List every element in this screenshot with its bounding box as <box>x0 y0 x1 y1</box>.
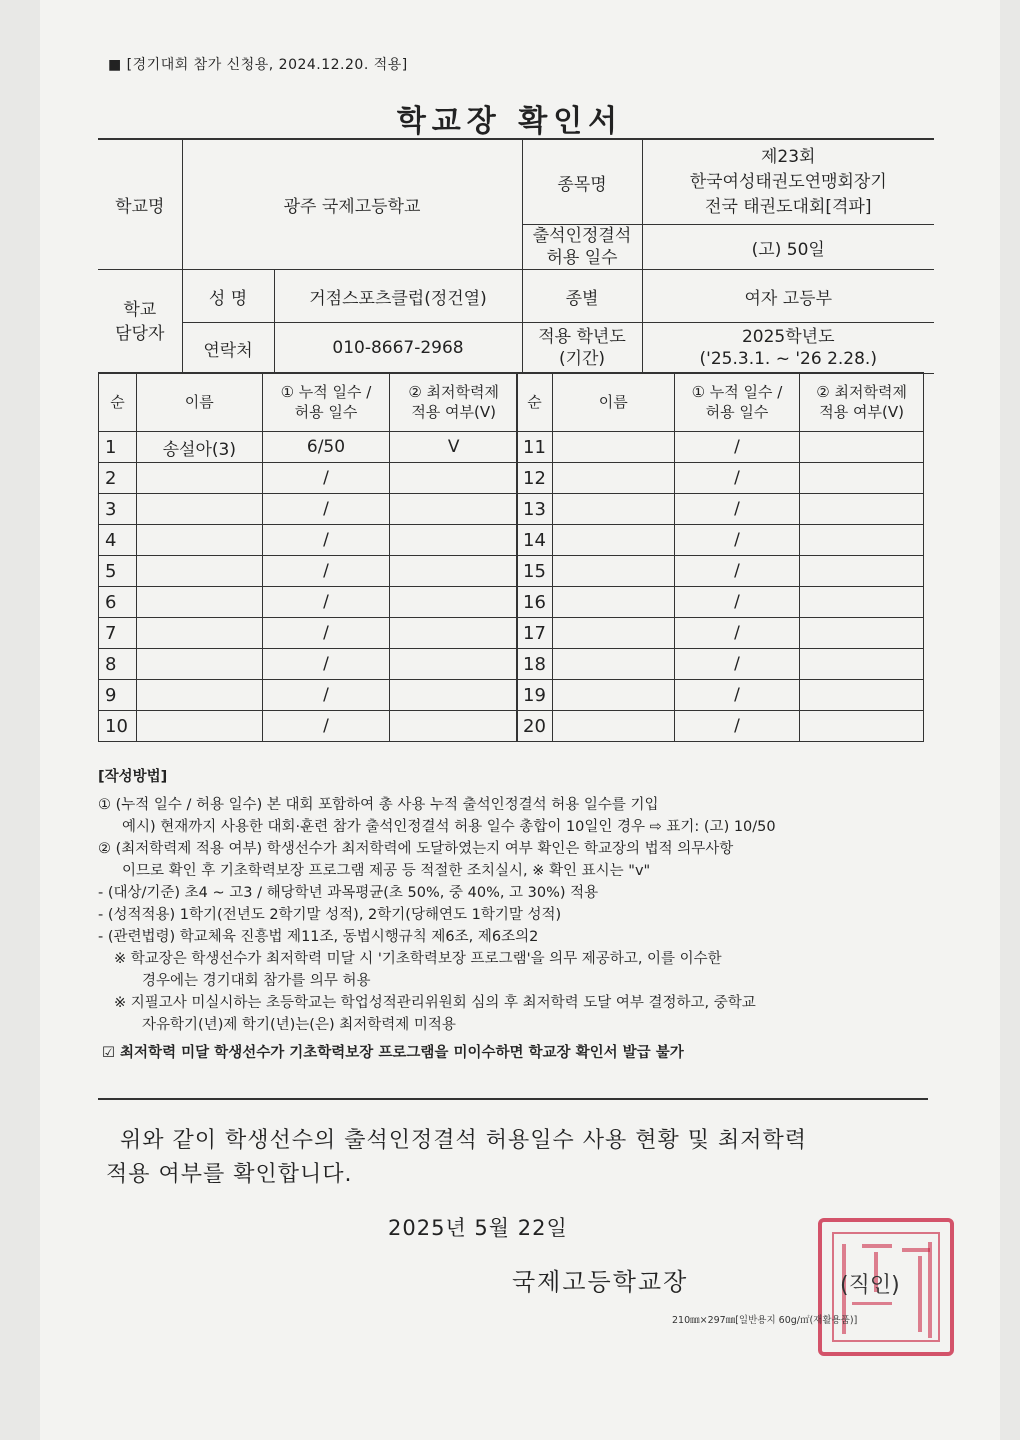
cell-no: 11 <box>517 432 553 463</box>
table-row <box>99 525 518 556</box>
cell-days: / <box>262 525 390 556</box>
instruction-line: 이므로 확인 후 기초학력보장 프로그램 제공 등 적절한 조치실시, ※ 확인 표시는 "v" <box>122 863 651 879</box>
school-value: 광주 국제고등학교 <box>182 139 522 270</box>
col-no-header: 순 <box>517 373 553 432</box>
roster-table-left <box>98 372 518 742</box>
school-label: 학교명 <box>98 139 182 270</box>
cell-name <box>136 494 262 525</box>
table-row <box>517 680 924 711</box>
table-row <box>517 618 924 649</box>
table-row <box>99 711 518 742</box>
cell-days: / <box>262 711 390 742</box>
cell-min <box>800 680 924 711</box>
cell-min <box>800 556 924 587</box>
col-min-header: ② 최저학력제 적용 여부(V) <box>390 373 518 432</box>
cell-min <box>800 649 924 680</box>
confirmation-text: 위와 같이 학생선수의 출석인정결석 허용일수 사용 현황 및 최저학력 적용 여부를 확인합니다. <box>106 1128 808 1187</box>
cell-days: / <box>262 556 390 587</box>
instruction-line: ※ 학교장은 학생선수가 최저학력 미달 시 '기초학력보장 프로그램'을 의무 제공하고, 이를 이수한 <box>114 951 722 967</box>
cell-no: 7 <box>99 618 137 649</box>
cell-name <box>552 556 674 587</box>
cell-min <box>390 494 518 525</box>
cell-days: / <box>674 494 800 525</box>
cell-days: / <box>262 680 390 711</box>
principal-title: 국제고등학교장 <box>512 1268 689 1296</box>
cell-min <box>800 525 924 556</box>
cell-no: 2 <box>99 463 137 494</box>
instruction-line: ※ 지필고사 미실시하는 초등학교는 학업성적관리위원회 심의 후 최저학력 도달 여부 결정하고, 중학교 <box>114 995 756 1011</box>
cell-no: 13 <box>517 494 553 525</box>
issue-date: 2025년 5월 22일 <box>388 1216 568 1240</box>
seal-label: (직인) <box>840 1273 900 1298</box>
cell-min <box>390 463 518 494</box>
col-days-header: ① 누적 일수 / 허용 일수 <box>674 373 800 432</box>
cell-name <box>552 711 674 742</box>
table-row <box>517 649 924 680</box>
cell-no: 4 <box>99 525 137 556</box>
cell-days: / <box>674 463 800 494</box>
cell-min <box>800 463 924 494</box>
manager-label: 학교 담당자 <box>98 270 182 374</box>
col-min-header: ② 최저학력제 적용 여부(V) <box>800 373 924 432</box>
cell-name <box>136 680 262 711</box>
document-title: 학교장 확인서 <box>396 104 624 139</box>
cell-min <box>800 494 924 525</box>
cell-days: / <box>674 649 800 680</box>
cell-no: 15 <box>517 556 553 587</box>
table-row <box>517 494 924 525</box>
table-row <box>99 494 518 525</box>
cell-min <box>800 587 924 618</box>
instruction-line: - (성적적용) 1학기(전년도 2학기말 성적), 2학기(당해연도 1학기말 성적) <box>98 907 562 923</box>
event-value: 제23회 한국여성태권도연맹회장기 전국 태권도대회[격파] <box>642 139 934 225</box>
roster-table-right <box>516 372 924 742</box>
instructions <box>98 766 928 1064</box>
table-row <box>517 587 924 618</box>
cell-min <box>800 432 924 463</box>
cell-no: 14 <box>517 525 553 556</box>
cell-days: / <box>262 618 390 649</box>
cell-no: 1 <box>99 432 137 463</box>
cell-no: 18 <box>517 649 553 680</box>
cell-name <box>552 432 674 463</box>
instruction-line: - (관련법령) 학교체육 진흥법 제11조, 동법시행규칙 제6조, 제6조의2 <box>98 929 539 945</box>
instruction-line: 예시) 현재까지 사용한 대회·훈련 참가 출석인정결석 허용 일수 총합이 10일인 경우 ⇨ 표기: (고) 10/50 <box>122 819 776 835</box>
cell-no: 19 <box>517 680 553 711</box>
cell-name <box>136 587 262 618</box>
cell-no: 16 <box>517 587 553 618</box>
cell-min <box>390 618 518 649</box>
name-label: 성 명 <box>182 270 274 323</box>
instruction-line: - (대상/기준) 초4 ~ 고3 / 해당학년 과목평균(초 50%, 중 40%, 고 30%) 적용 <box>98 885 599 901</box>
cell-min: V <box>390 432 518 463</box>
cell-no: 6 <box>99 587 137 618</box>
cell-name <box>136 463 262 494</box>
cell-min <box>390 649 518 680</box>
cell-days: / <box>674 587 800 618</box>
col-name-header: 이름 <box>136 373 262 432</box>
allowed-days-value: (고) 50일 <box>642 225 934 270</box>
instruction-notice: ☑ 최저학력 미달 학생선수가 기초학력보장 프로그램을 미이수하면 학교장 확인서 발급 불가 <box>102 1045 684 1061</box>
year-value: 2025학년도 ('25.3.1. ~ '26 2.28.) <box>642 323 934 374</box>
col-no-header: 순 <box>99 373 137 432</box>
cell-no: 20 <box>517 711 553 742</box>
col-name-header: 이름 <box>552 373 674 432</box>
cell-days: / <box>674 556 800 587</box>
table-row <box>517 463 924 494</box>
cell-name <box>136 556 262 587</box>
cell-days: / <box>674 432 800 463</box>
instruction-line: ① (누적 일수 / 허용 일수) 본 대회 포함하여 총 사용 누적 출석인정결석 허용 일수를 기입 <box>98 797 659 813</box>
col-days-header: ① 누적 일수 / 허용 일수 <box>262 373 390 432</box>
table-row <box>517 432 924 463</box>
division-value: 여자 고등부 <box>642 270 934 323</box>
table-row <box>99 649 518 680</box>
table-row <box>99 587 518 618</box>
table-row <box>99 618 518 649</box>
cell-days: / <box>262 649 390 680</box>
cell-no: 9 <box>99 680 137 711</box>
cell-name <box>552 649 674 680</box>
cell-no: 5 <box>99 556 137 587</box>
cell-min <box>800 618 924 649</box>
cell-name <box>552 463 674 494</box>
table-row <box>99 556 518 587</box>
cell-no: 8 <box>99 649 137 680</box>
cell-days: / <box>262 463 390 494</box>
cell-days: / <box>674 680 800 711</box>
cell-days: / <box>262 587 390 618</box>
cell-days: / <box>674 618 800 649</box>
cell-name <box>136 711 262 742</box>
header-note: ■ [경기대회 참가 신청용, 2024.12.20. 적용] <box>108 57 408 73</box>
divider <box>98 1098 928 1100</box>
cell-no: 12 <box>517 463 553 494</box>
table-row <box>517 556 924 587</box>
cell-days: / <box>674 525 800 556</box>
cell-no: 10 <box>99 711 137 742</box>
instruction-line: 경우에는 경기대회 참가를 의무 허용 <box>142 973 371 989</box>
table-row <box>99 680 518 711</box>
table-row <box>517 711 924 742</box>
cell-name: 송설아(3) <box>136 432 262 463</box>
cell-name <box>552 587 674 618</box>
cell-min <box>390 556 518 587</box>
table-row <box>99 432 518 463</box>
cell-days: 6/50 <box>262 432 390 463</box>
table-row <box>99 463 518 494</box>
contact-label: 연락처 <box>182 323 274 374</box>
cell-min <box>390 587 518 618</box>
instruction-line: ② (최저학력제 적용 여부) 학생선수가 최저학력에 도달하였는지 여부 확인은 학교장의 법적 의무사항 <box>98 841 734 857</box>
cell-name <box>136 618 262 649</box>
table-row <box>517 525 924 556</box>
cell-name <box>552 618 674 649</box>
info-table <box>98 138 934 374</box>
cell-min <box>390 680 518 711</box>
cell-min <box>390 525 518 556</box>
cell-days: / <box>674 711 800 742</box>
event-label: 종목명 <box>522 139 642 225</box>
instructions-heading: [작성방법] <box>98 769 168 785</box>
cell-name <box>552 525 674 556</box>
allowed-days-label: 출석인정결석 허용 일수 <box>522 225 642 270</box>
cell-min <box>390 711 518 742</box>
division-label: 종별 <box>522 270 642 323</box>
instruction-line: 자유학기(년)제 학기(년)는(은) 최저학력제 미적용 <box>142 1017 456 1033</box>
cell-name <box>136 525 262 556</box>
cell-name <box>552 494 674 525</box>
cell-min <box>800 711 924 742</box>
year-label: 적용 학년도 (기간) <box>522 323 642 374</box>
contact-value: 010-8667-2968 <box>274 323 522 374</box>
paper-spec: 210㎜×297㎜[일반용지 60g/㎡(재활용품)] <box>672 1315 858 1326</box>
cell-name <box>136 649 262 680</box>
name-value: 거점스포츠클럽(정건열) <box>274 270 522 323</box>
cell-no: 17 <box>517 618 553 649</box>
cell-days: / <box>262 494 390 525</box>
cell-name <box>552 680 674 711</box>
cell-no: 3 <box>99 494 137 525</box>
